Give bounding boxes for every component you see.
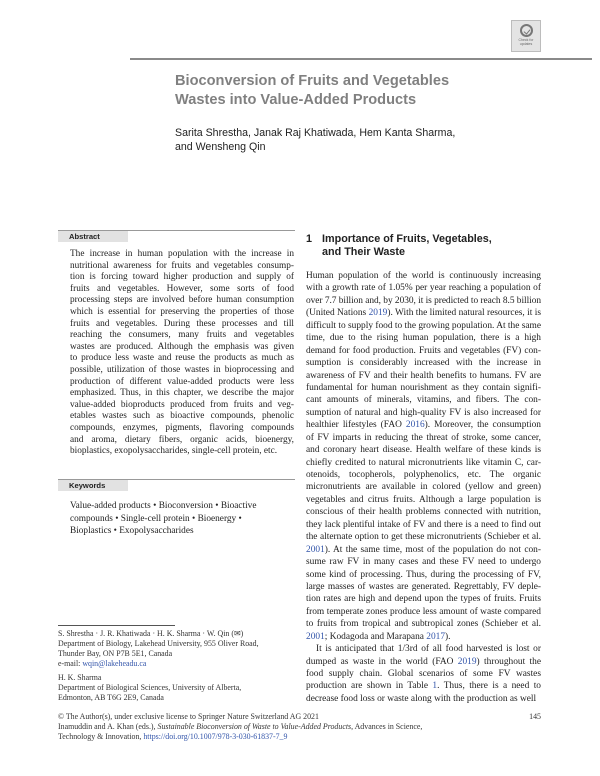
- abstract-line: production of different value-added products were less: [70, 376, 294, 387]
- body-line: vegetables and citrus fruits. Although a large population is: [306, 494, 541, 505]
- abstract-text: [70, 249, 294, 458]
- body-line: micronutrients are available in colored (yellow and green): [306, 482, 541, 493]
- body-line: conscious of their health problems connected with nutrition,: [306, 507, 541, 518]
- body-line: the alternate option to get these micronutrients (Schieber et al.: [306, 532, 541, 543]
- body-line: dumped as waste in the world (FAO 2019) throughout the: [306, 656, 541, 667]
- affiliation-dept: Department of Biology, Lakehead University, 955 Oliver Road,: [58, 638, 259, 648]
- keywords-line: Bioplastics • Exopolysaccharides: [70, 526, 194, 536]
- title-line: Bioconversion of Fruits and Vegetables: [175, 73, 450, 89]
- affiliation-1: [58, 629, 358, 669]
- body-line: to fruits from tropical and subtropical zones (Schieber et al.: [306, 619, 541, 630]
- body-line: awareness of FV and their health benefits to humans. FV are: [306, 370, 541, 381]
- body-line: food supply chain. Global scenarios of some FV wastes: [306, 669, 541, 679]
- abstract-header: [58, 230, 295, 242]
- abstract-line: compounds, enzymes, pigments, flavoring compounds: [70, 422, 294, 433]
- body-line: sumption is considerably increased with the increase in: [306, 358, 541, 369]
- check-icon: [520, 24, 533, 37]
- body-line: Human population of the world is continuously increasing: [306, 271, 541, 281]
- affiliation-dept: Department of Biological Sciences, University of Alberta,: [58, 682, 242, 692]
- body-line: (United Nations 2019). With the limited natural resources, it is: [306, 308, 541, 319]
- abstract-line: etables wastes such as bioactive compounds, phenolic: [70, 411, 294, 422]
- body-line: 2001; Kodagoda and Marapana 2017).: [306, 631, 451, 642]
- citation-line: [58, 722, 541, 732]
- abstract-line: nutritional awareness for fruits and vegetables consump-: [70, 260, 294, 271]
- body-line: difficult to supply food to the growing population. At the same: [306, 320, 541, 331]
- abstract-line: processing steps are involved before human consumption: [70, 295, 294, 306]
- body-line: decrease food loss or waste along with the production as well: [306, 693, 537, 704]
- abstract-line: bioplastics, exopolysaccharides, single-cell protein, etc.: [70, 446, 278, 457]
- body-line: some kind of processing. Thus, during the processing of FV,: [306, 569, 541, 580]
- keywords-header: [58, 479, 295, 491]
- body-line: they lack plentiful intake of FV and there is a need to find out: [306, 519, 541, 530]
- body-line: of FV imparts in reducing the threat of stroke, some cancer,: [306, 432, 541, 443]
- abstract-line: value-added bioproducts produced from fruits and veg-: [70, 399, 294, 410]
- body-line: tion rates are high and depend upon the types of fruits. Fruits: [306, 594, 541, 605]
- editors: Inamuddin and A. Khan (eds.),: [58, 721, 158, 731]
- body-line: large masses of wastes are generated. Regrettably, FV deple-: [306, 581, 541, 592]
- book-title: Sustainable Bioconversion of Waste to Value-Added Products: [157, 721, 352, 731]
- body-line: healthier lifestyles (FAO 2016). Moreover, the consumption: [306, 420, 541, 431]
- keywords-line: Value-added products • Bioconversion • Bioactive: [70, 501, 257, 511]
- email-label: e-mail:: [58, 658, 83, 668]
- badge-label: Check for updates: [518, 38, 534, 46]
- affiliation-city: Thunder Bay, ON P7B 5E1, Canada: [58, 648, 173, 658]
- body-line: It is anticipated that 1/3rd of all food harvested is lost or: [316, 644, 541, 655]
- page-number: 145: [529, 712, 541, 721]
- authors-line: and Wensheng Qin: [175, 141, 266, 153]
- abstract-line: possible, utilization of those wastes in bioprocessing and: [70, 364, 294, 375]
- body-line: sumption of natural and high-quality FV is also increased for: [306, 407, 541, 418]
- citation-link[interactable]: 2001: [306, 631, 325, 642]
- check-for-updates-badge[interactable]: [511, 20, 541, 52]
- citation-link[interactable]: 2001: [306, 544, 325, 555]
- section-title-line: and Their Waste: [322, 246, 405, 258]
- email-link[interactable]: wqin@lakeheadu.ca: [82, 658, 147, 668]
- doi-link[interactable]: https://doi.org/10.1007/978-3-030-61837-7_9: [143, 731, 288, 741]
- abstract-line: to produce less waste and reuse the products as much as: [70, 353, 294, 364]
- keywords-heading: Keywords: [58, 480, 128, 491]
- abstract-line: fruits and vegetables. However, some sorts of food: [70, 283, 294, 294]
- abstract-line: and aroma, dietary fibers, organic acids, bioenergy,: [70, 434, 294, 445]
- keywords-list: [70, 500, 294, 538]
- abstract-line: which is essential for preserving the properties of those: [70, 306, 294, 317]
- affiliation-email: [58, 659, 358, 669]
- section-title-line: Importance of Fruits, Vegetables,: [322, 233, 492, 245]
- abstract-line: The increase in human population with the increase in: [70, 249, 294, 259]
- body-line: over 7.7 billion and, by 2030, it is predicted to reach 8.5 billion: [306, 295, 541, 306]
- body-line: fundamental for human nourishment as they contain signifi-: [306, 382, 541, 393]
- body-line: sume raw FV in many cases and these FV need to undergo: [306, 557, 541, 568]
- title-line: Wastes into Value-Added Products: [175, 92, 417, 108]
- section-number: 1: [306, 233, 313, 245]
- abstract-line: wastes are produced. Although the emphasis was given: [70, 341, 294, 352]
- keywords-line: compounds • Single-cell protein • Bioenergy •: [70, 513, 242, 524]
- series: , Advances in Science,: [351, 721, 423, 731]
- body-line: from temperate zones produce less amount of waste compared: [306, 606, 541, 617]
- citation-link[interactable]: 2016: [405, 420, 425, 431]
- series-cont: Technology & Innovation,: [58, 731, 144, 741]
- body-line: with a growth rate of 1.05% per year reaching a population of: [306, 283, 541, 294]
- abstract-line: emphasized. Thus, in this chapter, we describe the major: [70, 388, 294, 399]
- citation-link[interactable]: 2019: [368, 308, 388, 319]
- abstract-line: tion is forcing toward higher production and supply of: [70, 272, 294, 283]
- citation-link[interactable]: 2017: [426, 631, 446, 642]
- body-line: production are shown in Table 1. Thus, there is a need to: [306, 681, 541, 692]
- affiliation-city: Edmonton, AB T6G 2E9, Canada: [58, 692, 164, 702]
- affiliation-2: [58, 673, 358, 703]
- affiliation-names: S. Shrestha · J. R. Khatiwada · H. K. Sharma · W. Qin (✉): [58, 629, 244, 638]
- authors: [175, 126, 455, 154]
- citation-link[interactable]: 1: [432, 681, 438, 692]
- footnote-rule: [58, 625, 175, 626]
- citation-link[interactable]: 2019: [457, 656, 477, 667]
- copyright-notice: [58, 712, 541, 741]
- body-line: demand for food production. Fruits and vegetables (FV) con-: [306, 345, 541, 356]
- abstract-line: reaching the consumers, many fruits and vegetables: [70, 330, 294, 341]
- copyright-line: © The Author(s), under exclusive license to Springer Nature Switzerland AG 2021: [58, 712, 319, 721]
- body-line: time, due to the rising human population, there is a high: [306, 333, 541, 344]
- authors-line: Sarita Shrestha, Janak Raj Khatiwada, Hem Kanta Sharma,: [175, 127, 456, 139]
- doi-line: [58, 732, 541, 742]
- body-line: and coronary heart disease. Health welfare of these kinds is: [306, 445, 541, 456]
- body-line: 2001). At the same time, most of the population do not con-: [306, 544, 541, 555]
- chapter-title: [175, 72, 449, 110]
- section-heading: [306, 233, 492, 259]
- body-line: chiefly credited to natural micronutrients like vitamin C, car-: [306, 457, 541, 468]
- affiliation-name: H. K. Sharma: [58, 673, 102, 682]
- abstract-heading: Abstract: [58, 231, 128, 242]
- body-line: otenoids, tocopherols, polyphenolics, etc. The organic: [306, 470, 541, 480]
- body-line: cant amounts of minerals, vitamins, and fibers. The con-: [306, 395, 541, 406]
- header-rule: [130, 58, 592, 60]
- abstract-line: fruits and vegetables. During these processes and till: [70, 318, 294, 329]
